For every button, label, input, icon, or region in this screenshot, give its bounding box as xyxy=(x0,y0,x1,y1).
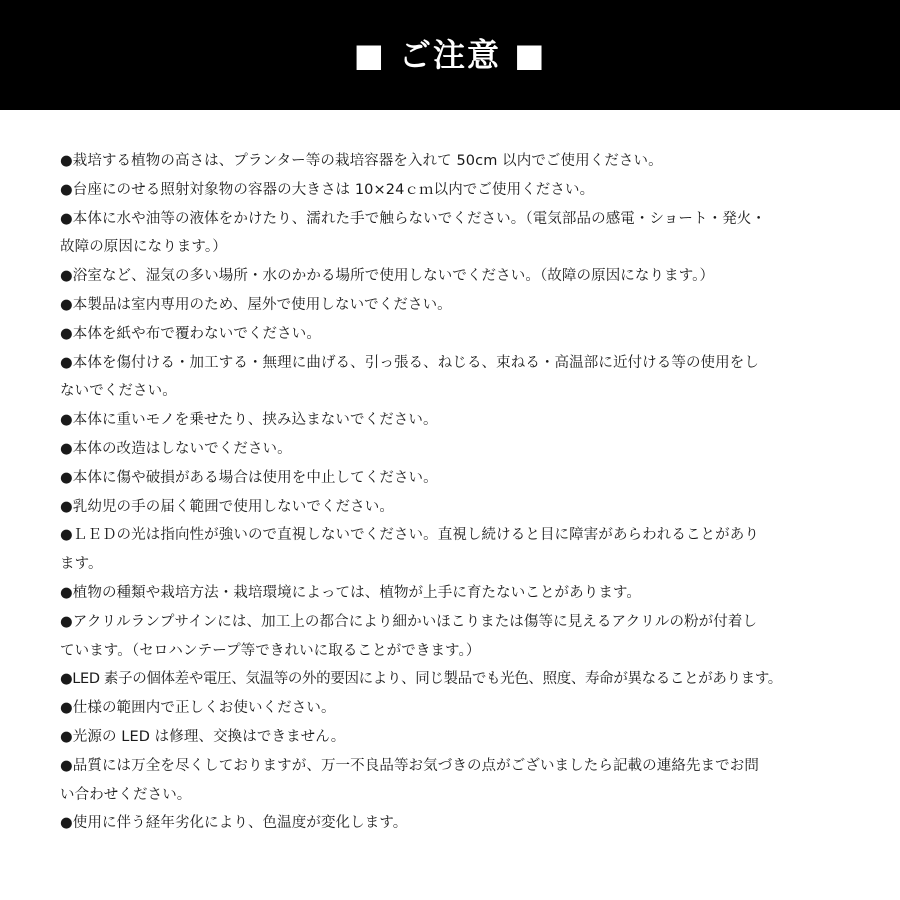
caution-item: ●植物の種類や栽培方法・栽培環境によっては、植物が上手に育たないことがあります。 xyxy=(60,584,641,601)
caution-item: ●本体に重いモノを乗せたり、挟み込まないでください。 xyxy=(60,412,438,429)
caution-item: ●栽培する植物の高さは、プランター等の栽培容器を入れて 50cm 以内でご使用ください。 xyxy=(60,153,663,169)
header-banner xyxy=(0,0,900,110)
caution-item: ●品質には万全を尽くしておりますが、万一不良品等お気づきの点がございましたら記載の連絡先までお問 い合わせください。 xyxy=(60,757,759,803)
caution-item: ●光源の LED は修理、交換はできません。 xyxy=(60,728,346,745)
caution-list xyxy=(60,147,860,838)
caution-item: ●乳幼児の手の届く範囲で使用しないでください。 xyxy=(60,498,394,515)
caution-item: ●本製品は室内専用のため、屋外で使用しないでください。 xyxy=(60,296,452,313)
caution-item: ●本体の改造はしないでください。 xyxy=(60,440,292,457)
caution-item: ●浴室など、湿気の多い場所・水のかかる場所で使用しないでください。（故障の原因になります。） xyxy=(60,268,715,285)
caution-item: ●台座にのせる照射対象物の容器の大きさは 10×24ｃｍ以内でご使用ください。 xyxy=(60,181,595,198)
caution-item: ●アクリルランプサインには、加工上の都合により細かいほこりまたは傷等に見えるアクリルの粉が付着し ています。（セロハンテープ等できれいに取ることができます。） xyxy=(60,613,758,659)
caution-item: ●本体に水や油等の液体をかけたり、濡れた手で触らないでください。（電気部品の感電・ショート・発火・ 故障の原因になります。） xyxy=(60,210,767,256)
caution-item: ●仕様の範囲内で正しくお使いください。 xyxy=(60,700,336,717)
caution-item: ●本体を傷付ける・加工する・無理に曲げる、引っ張る、ねじる、束ねる・高温部に近付ける等の使用をし ないでください。 xyxy=(60,354,759,400)
caution-item: ●ＬＥＤの光は指向性が強いので直視しないでください。直視し続けると目に障害があらわれることがあり ます。 xyxy=(60,527,759,573)
caution-item: ●本体を紙や布で覆わないでください。 xyxy=(60,325,321,342)
caution-item: ●LED 素子の個体差や電圧、気温等の外的要因により、同じ製品でも光色、照度、寿命が異なることがあります。 xyxy=(60,671,782,688)
caution-item: ●本体に傷や破損がある場合は使用を中止してください。 xyxy=(60,469,438,486)
caution-item: ●使用に伴う経年劣化により、色温度が変化します。 xyxy=(60,815,408,832)
page-title: ■ ご注意 ■ xyxy=(353,36,547,74)
